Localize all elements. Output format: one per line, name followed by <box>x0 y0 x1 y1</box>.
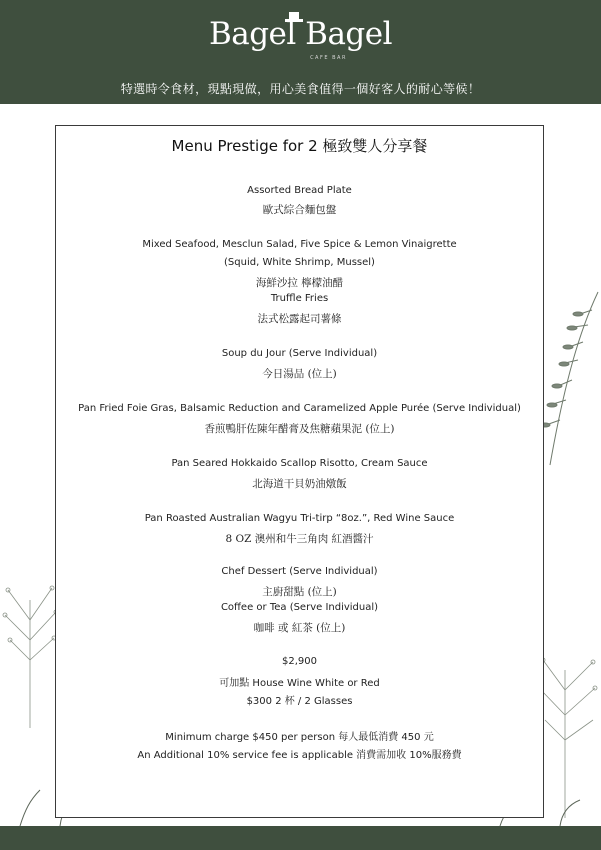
footer-bar <box>0 826 601 850</box>
logo-subtitle: CAFE BAR <box>310 55 347 61</box>
menu-line: $300 2 杯 / 2 Glasses <box>246 696 353 707</box>
menu-line: 北海道干貝奶油燉飯 <box>252 478 347 490</box>
plant-decoration-left-icon <box>0 560 60 730</box>
menu-frame <box>55 125 544 818</box>
logo: Bagel Bagel <box>208 16 393 52</box>
menu-line: Chef Dessert (Serve Individual) <box>221 566 378 577</box>
menu-line: 今日湯品 (位上) <box>262 368 337 380</box>
menu-line: 主廚甜點 (位上) <box>262 586 337 598</box>
menu-line: Minimum charge $450 per person 每人最低消費 450 元 <box>165 732 434 743</box>
menu-line: 法式松露起司薯條 <box>257 313 342 325</box>
menu-line: 可加點 House Wine White or Red <box>219 678 380 689</box>
menu-line: Assorted Bread Plate <box>247 185 352 196</box>
menu-line: 咖啡 或 紅茶 (位上) <box>253 622 346 634</box>
menu-line: Mixed Seafood, Mesclun Salad, Five Spice & Lemon Vinaigrette <box>142 239 457 250</box>
menu-line: Pan Roasted Australian Wagyu Tri-tirp “8oz.”, Red Wine Sauce <box>144 513 455 524</box>
tagline: 特選時令食材，現點現做，用心美食值得一個好客人的耐心等候！ <box>120 82 481 96</box>
menu-line: $2,900 <box>282 656 317 667</box>
menu-title: Menu Prestige for 2 極致雙人分享餐 <box>171 137 428 155</box>
menu-line: 8 OZ 澳州和牛三角肉 紅酒醬汁 <box>225 533 374 545</box>
header-banner <box>0 0 601 104</box>
menu-line: Pan Fried Foie Gras, Balsamic Reduction and Caramelized Apple Purée (Serve Individual) <box>78 403 521 414</box>
menu-line: (Squid, White Shrimp, Mussel) <box>224 257 375 268</box>
menu-line: 歐式綜合麵包盤 <box>262 204 337 216</box>
menu-line: 海鮮沙拉 檸檬油醋 <box>255 277 344 289</box>
menu-line: Soup du Jour (Serve Individual) <box>221 348 378 359</box>
menu-line: 香煎鴨肝佐陳年醋膏及焦糖蘋果泥 (位上) <box>204 423 395 435</box>
menu-line: Truffle Fries <box>270 293 329 304</box>
menu-line: An Additional 10% service fee is applicable 消費需加收 10%服務費 <box>137 750 462 761</box>
menu-line: Pan Seared Hokkaido Scallop Risotto, Cream Sauce <box>171 458 428 469</box>
menu-line: Coffee or Tea (Serve Individual) <box>220 602 379 613</box>
